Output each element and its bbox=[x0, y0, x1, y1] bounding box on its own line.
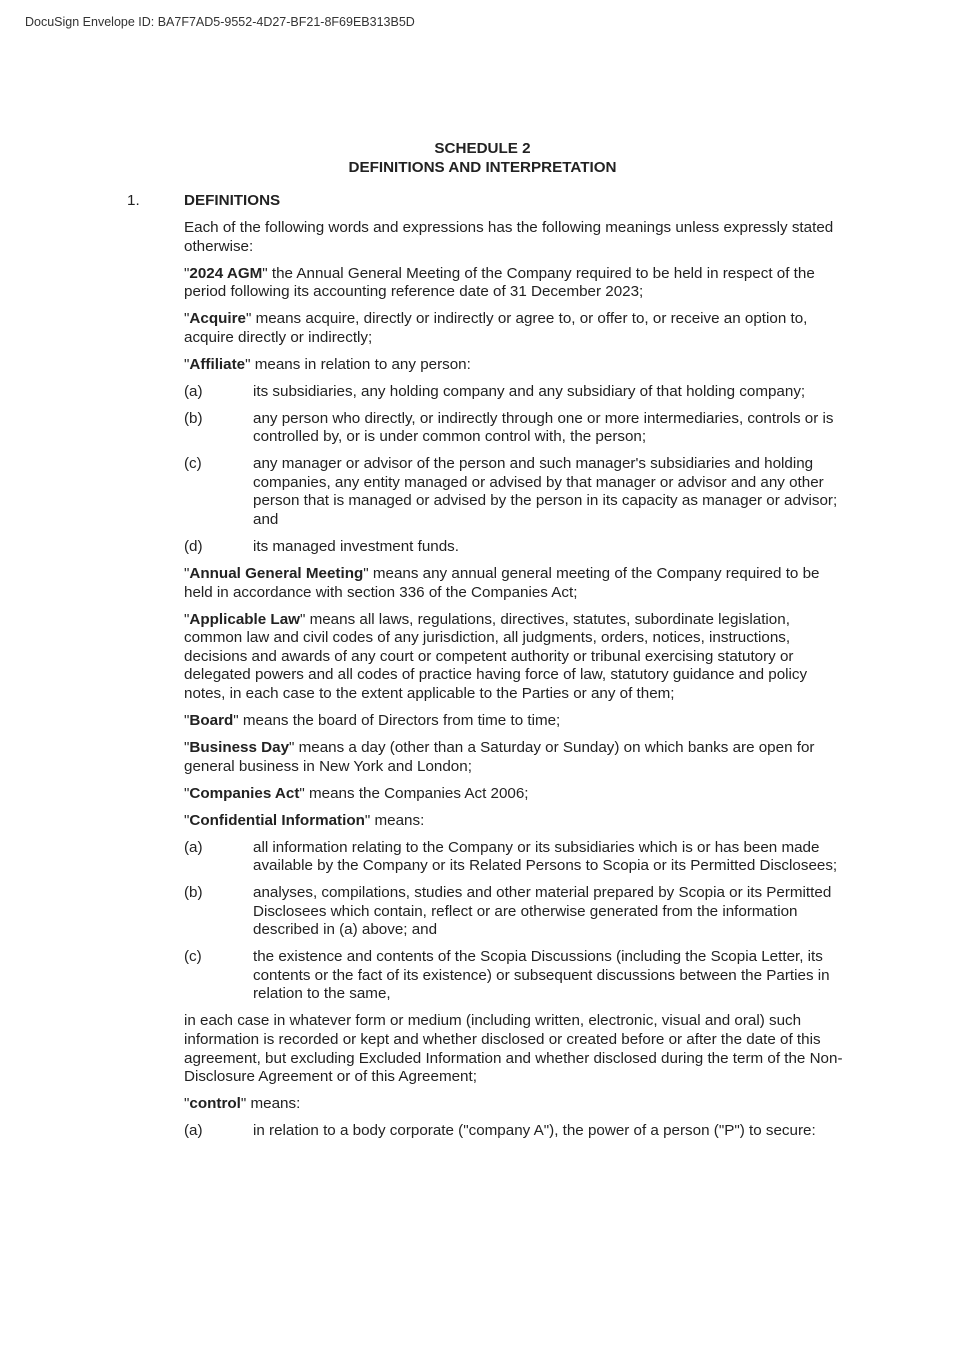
item-label: (a) bbox=[184, 382, 203, 400]
list-item bbox=[184, 948, 844, 1004]
definition-board: "Board" means the board of Directors from time to time; bbox=[184, 711, 561, 729]
definition-text: " means the Companies Act 2006; bbox=[299, 784, 529, 802]
item-text: any manager or advisor of the person and such manager's subsidiaries and holding companies, any entity managed or advised by that manager or advisor and any other person that is managed or advised by the person in its capacity as manager or advisor; and bbox=[253, 455, 838, 529]
item-label: (c) bbox=[184, 455, 202, 473]
definition-term: control bbox=[189, 1095, 241, 1113]
definition-confidential-information: "Confidential Information" means: bbox=[184, 811, 425, 829]
section-number: 1. bbox=[127, 192, 140, 209]
envelope-id: DocuSign Envelope ID: BA7F7AD5-9552-4D27-BF21-8F69EB313B5D bbox=[25, 15, 415, 29]
definition-text: " means in relation to any person: bbox=[245, 355, 471, 373]
confidential-information-tail: in each case in whatever form or medium (including written, electronic, visual and oral) such information is recorded or kept and whether disclosed or created before or after the date of this agreement, but excluding Excluded Information and whether disclosed during the term of the Non-Disclosure Agreement or of this Agreement; bbox=[184, 1012, 843, 1086]
definition-term: Confidential Information bbox=[189, 811, 365, 829]
definition-term: Applicable Law bbox=[189, 610, 300, 628]
definition-text: " means: bbox=[364, 811, 425, 829]
item-label: (b) bbox=[184, 884, 203, 902]
item-label: (a) bbox=[184, 838, 203, 856]
item-label: (a) bbox=[184, 1122, 203, 1140]
item-text: its managed investment funds. bbox=[253, 538, 459, 556]
definition-text: " means all laws, regulations, directives, statutes, subordinate legislation, common law and civil codes of any jurisdiction, all judgments, orders, notices, instructions, decisions and awards of any court or competent authority or tribunal exercising statutory or delegated powers and all codes of practice having force of law, statutory guidance and policy notes, in each case to the extent applicable to the Parties or any of them; bbox=[184, 610, 808, 702]
definition-applicable-law: "Applicable Law" means all laws, regulations, directives, statutes, subordinate legislation, common law and civil codes of any jurisdiction, all judgments, orders, notices, instructions, decisions and awards of any court or competent authority or tribunal exercising statutory or delegated powers and all codes of practice having force of law, statutory guidance and policy notes, in each case to the extent applicable to the Parties or any of them; bbox=[184, 610, 808, 702]
definition-term: Annual General Meeting bbox=[189, 565, 364, 583]
definition-term: Board bbox=[189, 711, 234, 729]
list-item bbox=[184, 538, 844, 557]
item-label: (c) bbox=[184, 948, 202, 966]
definition-affiliate: "Affiliate" means in relation to any person: bbox=[184, 355, 471, 373]
item-text: any person who directly, or indirectly through one or more intermediaries, controls or is controlled by, or is under common control with, the person; bbox=[253, 409, 834, 446]
definitions-body bbox=[184, 219, 844, 1149]
definition-text: " means a day (other than a Saturday or Sunday) on which banks are open for general business in New York and London; bbox=[184, 738, 815, 775]
definition-term: Affiliate bbox=[189, 355, 246, 373]
item-text: in relation to a body corporate ("company A"), the power of a person ("P") to secure: bbox=[253, 1122, 816, 1140]
definition-2024-agm: "2024 AGM" the Annual General Meeting of the Company required to be held in respect of the period following its accounting reference date of 31 December 2023; bbox=[184, 264, 815, 301]
definition-term: 2024 AGM bbox=[189, 264, 263, 282]
item-text: analyses, compilations, studies and other material prepared by Scopia or its Permitted Disclosees which contain, reflect or are otherwise generated from the information described in (a) above; and bbox=[253, 884, 832, 939]
definition-annual-general-meeting: "Annual General Meeting" means any annual general meeting of the Company required to be held in accordance with section 336 of the Companies Act; bbox=[184, 565, 820, 601]
definition-acquire: "Acquire" means acquire, directly or indirectly or agree to, or offer to, or receive an option to, acquire directly or indirectly; bbox=[184, 310, 808, 346]
list-item bbox=[184, 455, 844, 529]
list-item bbox=[184, 1122, 844, 1141]
intro-paragraph: Each of the following words and expressions has the following meanings unless expressly stated otherwise: bbox=[184, 219, 834, 255]
item-text: the existence and contents of the Scopia Discussions (including the Scopia Letter, its contents or the fact of its existence) or subsequent discussions between the Parties in relation to the same, bbox=[253, 948, 830, 1003]
definition-text: " means: bbox=[240, 1095, 301, 1113]
item-text: its subsidiaries, any holding company and any subsidiary of that holding company; bbox=[253, 382, 806, 400]
list-item bbox=[184, 884, 844, 940]
item-text: all information relating to the Company or its subsidiaries which is or has been made available by the Company or its Related Persons to Scopia or its Permitted Disclosees; bbox=[253, 838, 838, 875]
list-item bbox=[184, 839, 844, 876]
definition-control: "control" means: bbox=[184, 1095, 301, 1113]
schedule-title: SCHEDULE 2 bbox=[434, 140, 531, 157]
schedule-heading bbox=[0, 139, 965, 177]
list-item bbox=[184, 383, 844, 402]
definition-term: Business Day bbox=[189, 738, 290, 756]
definition-text: " means any annual general meeting of the Company required to be held in accordance with section 336 of the Companies Act; bbox=[184, 565, 820, 601]
section-title: DEFINITIONS bbox=[184, 192, 281, 209]
definition-companies-act: "Companies Act" means the Companies Act 2006; bbox=[184, 784, 529, 802]
list-item bbox=[184, 410, 844, 447]
definition-text: " the Annual General Meeting of the Company required to be held in respect of the period following its accounting reference date of 31 December 2023; bbox=[184, 264, 815, 301]
definition-text: " means acquire, directly or indirectly or agree to, or offer to, or receive an option to, acquire directly or indirectly; bbox=[184, 310, 808, 346]
definition-term: Companies Act bbox=[189, 784, 300, 802]
item-label: (d) bbox=[184, 538, 203, 556]
definition-business-day: "Business Day" means a day (other than a Saturday or Sunday) on which banks are open for general business in New York and London; bbox=[184, 738, 815, 775]
schedule-subtitle: DEFINITIONS AND INTERPRETATION bbox=[348, 159, 617, 176]
item-label: (b) bbox=[184, 409, 203, 427]
definition-term: Acquire bbox=[189, 310, 246, 328]
definition-text: " means the board of Directors from time to time; bbox=[233, 711, 561, 729]
